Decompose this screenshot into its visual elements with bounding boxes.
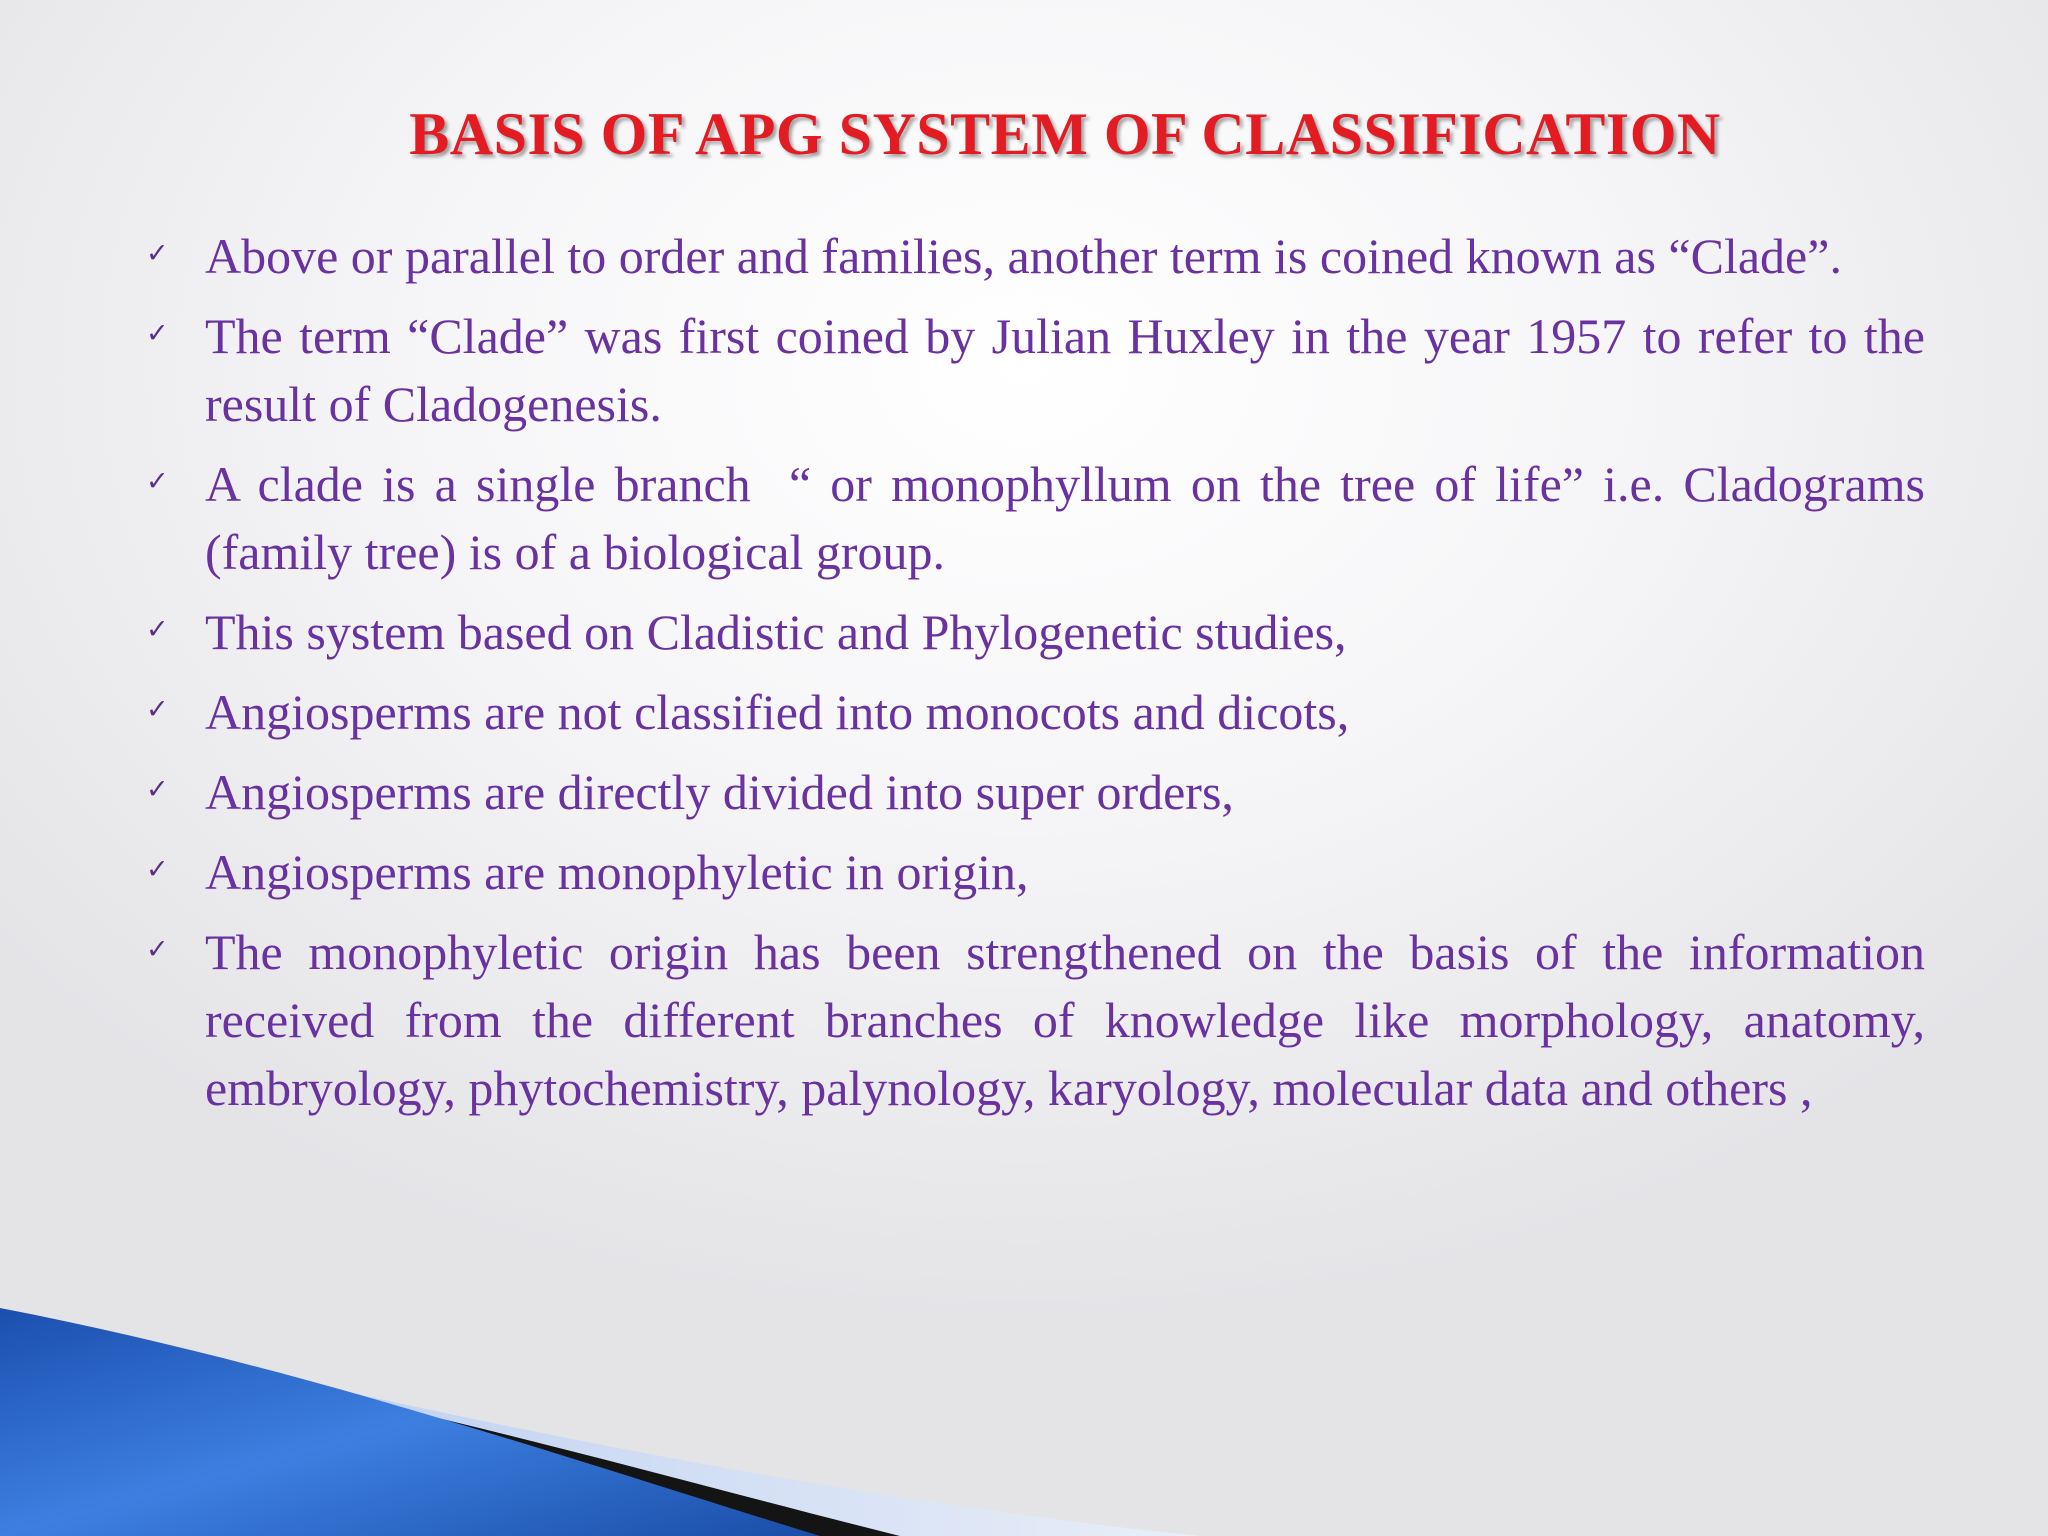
check-mark-icon: ✓ bbox=[146, 466, 169, 497]
wave-blue-band bbox=[0, 1308, 820, 1536]
bullet-text: Angiosperms are monophyletic in origin, bbox=[205, 844, 1029, 900]
bullet-text: The monophyletic origin has been strengthened on the basis of the information received from the different branches of knowledge like morphology, anatomy, embryology, phytochemistry, palynology, karyology, molecular data and others , bbox=[205, 924, 1925, 1116]
bullet-item bbox=[0, 678, 2048, 746]
bullet-item bbox=[0, 838, 2048, 906]
bullet-text: Above or parallel to order and families, another term is coined known as “Clade”. bbox=[205, 228, 1842, 284]
bullet-text: The term “Clade” was first coined by Julian Huxley in the year 1957 to refer to the result of Cladogenesis. bbox=[205, 308, 1925, 432]
bullet-item bbox=[0, 302, 2048, 438]
bullet-text: This system based on Cladistic and Phylogenetic studies, bbox=[205, 604, 1347, 660]
check-mark-icon: ✓ bbox=[146, 934, 169, 965]
check-mark-icon: ✓ bbox=[146, 694, 169, 725]
decorative-wave-shape bbox=[0, 1276, 2048, 1536]
check-mark-icon: ✓ bbox=[146, 614, 169, 645]
bullet-text: A clade is a single branch “ or monophyllum on the tree of life” i.e. Cladograms (family tree) is of a biological group. bbox=[205, 456, 1950, 580]
bullet-item bbox=[0, 450, 2048, 586]
slide-title: BASIS OF APG SYSTEM OF CLASSIFICATION bbox=[409, 101, 1721, 167]
bullet-item bbox=[0, 598, 2048, 666]
check-mark-icon: ✓ bbox=[146, 774, 169, 805]
bullet-item bbox=[0, 758, 2048, 826]
check-mark-icon: ✓ bbox=[146, 318, 169, 349]
check-mark-icon: ✓ bbox=[146, 238, 169, 269]
bullet-text: Angiosperms are not classified into monocots and dicots, bbox=[205, 684, 1350, 740]
bullet-text: Angiosperms are directly divided into super orders, bbox=[205, 764, 1234, 820]
check-mark-icon: ✓ bbox=[146, 854, 169, 885]
bullet-item bbox=[0, 918, 2048, 1122]
bullet-list bbox=[0, 222, 2048, 1122]
bullet-item bbox=[0, 222, 2048, 290]
